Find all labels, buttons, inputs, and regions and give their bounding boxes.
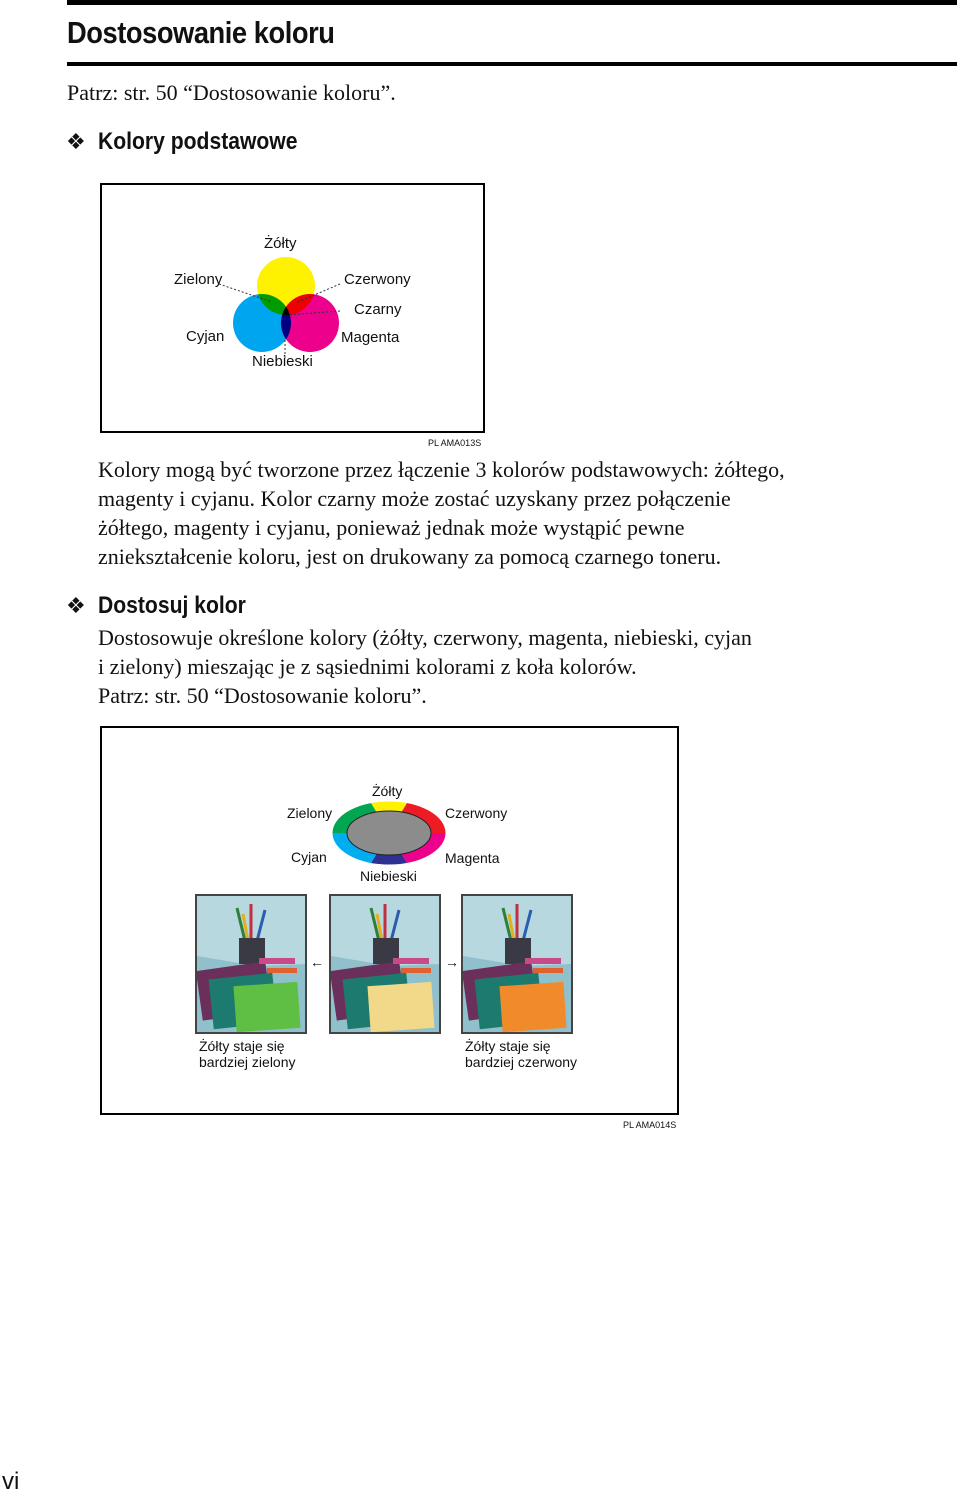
wheel-label-red: Czerwony <box>445 805 508 821</box>
label-yellow: Żółty <box>264 235 297 252</box>
section-title-adjust-color: Dostosuj kolor <box>98 592 246 619</box>
wheel-label-blue: Niebieski <box>360 868 417 884</box>
label-red: Czerwony <box>344 271 411 288</box>
top-rule <box>67 0 957 5</box>
caption-redder-line: Żółty staje się <box>465 1038 551 1054</box>
diamond-bullet-icon: ❖ <box>66 594 86 619</box>
caption-greener-line: Żółty staje się <box>199 1038 285 1054</box>
section-title-primary-colors: Kolory podstawowe <box>98 128 298 155</box>
label-cyan: Cyjan <box>186 328 225 345</box>
figure-code-2: PL AMA014S <box>623 1120 677 1130</box>
page-title: Dostosowanie koloru <box>67 15 335 50</box>
wheel-label-cyan: Cyjan <box>291 849 327 865</box>
caption-redder-line: bardziej czerwony <box>465 1054 578 1070</box>
cyan-circle <box>233 294 291 352</box>
photo-original <box>329 894 441 1034</box>
label-black: Czarny <box>354 301 402 318</box>
primary-colors-figure <box>100 183 485 433</box>
pens-and-notebooks-image <box>331 896 439 1032</box>
figure-code-1: PL AMA013S <box>428 438 482 448</box>
color-adjust-figure <box>100 726 679 1115</box>
wheel-label-magenta: Magenta <box>445 850 500 866</box>
pens-and-notebooks-image <box>463 896 571 1032</box>
reference-line: Patrz: str. 50 “Dostosowanie koloru”. <box>67 80 396 105</box>
paragraph-line: zniekształcenie koloru, jest on drukowany za pomocą czarnego toneru. <box>98 544 722 569</box>
paragraph-line: Dostosowuje określone kolory (żółty, czerwony, magenta, niebieski, cyjan <box>98 625 752 650</box>
label-magenta: Magenta <box>341 329 400 346</box>
arrow-left-icon: ← <box>310 954 324 970</box>
photo-greener <box>195 894 307 1034</box>
diamond-bullet-icon: ❖ <box>66 130 86 155</box>
label-blue: Niebieski <box>252 353 313 370</box>
photo-redder <box>461 894 573 1034</box>
paragraph-line: i zielony) mieszając je z sąsiednimi kolorami z koła kolorów. <box>98 654 637 679</box>
arrow-right-icon: → <box>445 954 459 970</box>
title-rule <box>67 62 957 66</box>
paragraph-line: magenty i cyjanu. Kolor czarny może zostać uzyskany przez połączenie <box>98 486 731 511</box>
color-circles-diagram <box>102 185 483 431</box>
pens-and-notebooks-image <box>197 896 305 1032</box>
wheel-label-yellow: Żółty <box>372 783 403 799</box>
paragraph-line: żółtego, magenty i cyjanu, ponieważ jednak może wystąpić pewne <box>98 515 685 540</box>
caption-greener-line: bardziej zielony <box>199 1054 296 1070</box>
wheel-label-green: Zielony <box>287 805 333 821</box>
page-number: vi <box>2 1468 20 1495</box>
label-green: Zielony <box>174 271 223 288</box>
paragraph-line: Patrz: str. 50 “Dostosowanie koloru”. <box>98 683 427 708</box>
wheel-center <box>347 811 431 855</box>
paragraph-line: Kolory mogą być tworzone przez łączenie 3 kolorów podstawowych: żółtego, <box>98 457 785 482</box>
